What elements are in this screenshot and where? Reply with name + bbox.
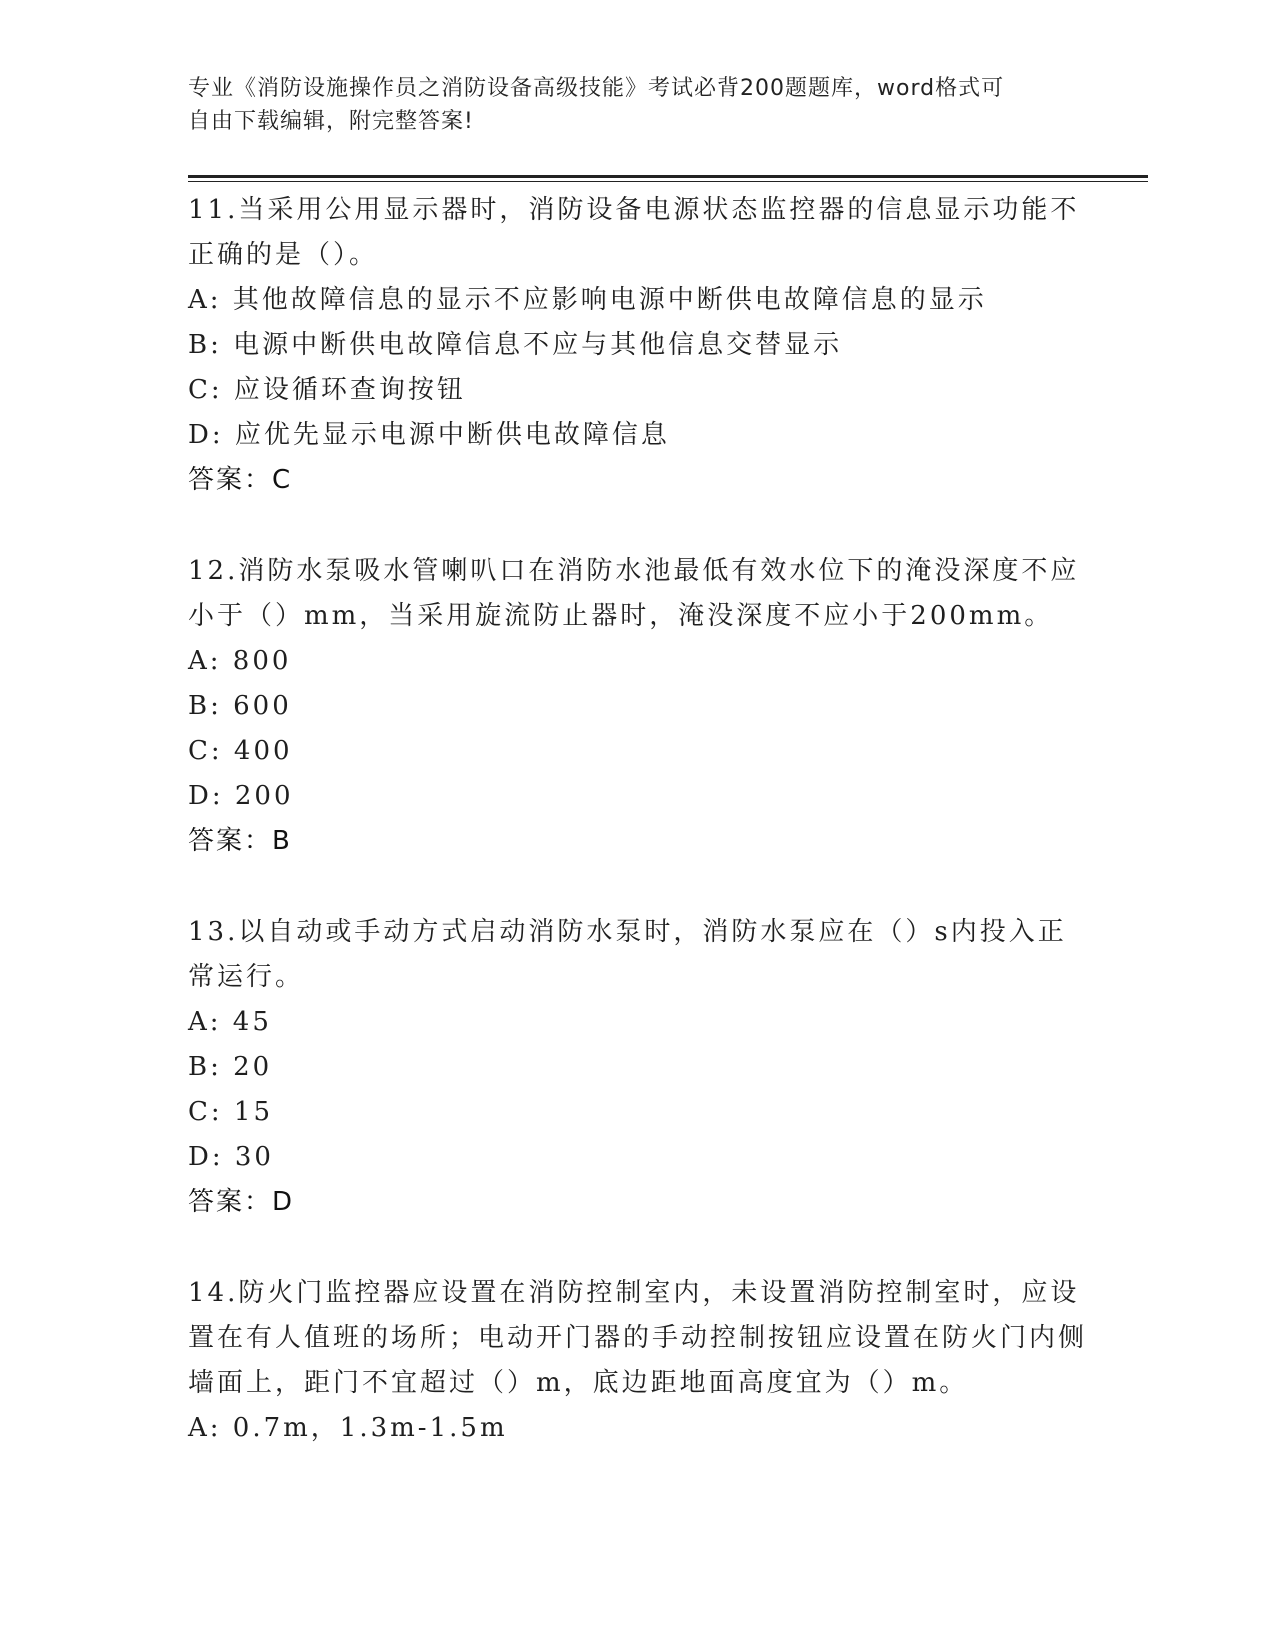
option-d: D: 30 [188, 1142, 274, 1172]
option-a: A: 800 [188, 646, 292, 676]
option-d: D: 应优先显示电源中断供电故障信息 [188, 420, 670, 450]
option-a: A: 45 [188, 1007, 272, 1037]
question-13 [188, 910, 1088, 1225]
question-11 [188, 188, 1088, 503]
option-b: B: 电源中断供电故障信息不应与其他信息交替显示 [188, 330, 843, 360]
question-list [188, 188, 1088, 1497]
header-rule-thick [188, 175, 1148, 178]
answer-line: 答案：B [188, 826, 292, 856]
question-14 [188, 1271, 1088, 1451]
option-c: C: 15 [188, 1097, 274, 1127]
option-c: C: 应设循环查询按钮 [188, 375, 466, 405]
header-line-2: 自由下载编辑，附完整答案! [188, 109, 474, 134]
option-b: B: 600 [188, 691, 292, 721]
document-header [188, 72, 1068, 138]
answer-line: 答案：C [188, 465, 293, 495]
answer-line: 答案：D [188, 1187, 295, 1217]
question-stem: 14.防火门监控器应设置在消防控制室内，未设置消防控制室时，应设置在有人值班的场所；电动开门器的手动控制按钮应设置在防火门内侧墙面上，距门不宜超过（）m，底边距地面高度宜为（）m。 [188, 1278, 1088, 1398]
option-c: C: 400 [188, 736, 293, 766]
option-d: D: 200 [188, 781, 294, 811]
header-rule-thin [188, 181, 1148, 182]
option-b: B: 20 [188, 1052, 273, 1082]
option-a: A: 其他故障信息的显示不应影响电源中断供电故障信息的显示 [188, 285, 987, 315]
question-12 [188, 549, 1088, 864]
header-line-1: 专业《消防设施操作员之消防设备高级技能》考试必背200题题库，word格式可 [188, 76, 1005, 101]
question-stem: 12.消防水泵吸水管喇叭口在消防水池最低有效水位下的淹没深度不应小于（）mm，当采用旋流防止器时，淹没深度不应小于200mm。 [188, 556, 1080, 631]
question-stem: 11.当采用公用显示器时，消防设备电源状态监控器的信息显示功能不正确的是（）。 [188, 195, 1080, 270]
option-a: A: 0.7m，1.3m-1.5m [188, 1413, 508, 1443]
question-stem: 13.以自动或手动方式启动消防水泵时，消防水泵应在（）s内投入正常运行。 [188, 917, 1067, 992]
